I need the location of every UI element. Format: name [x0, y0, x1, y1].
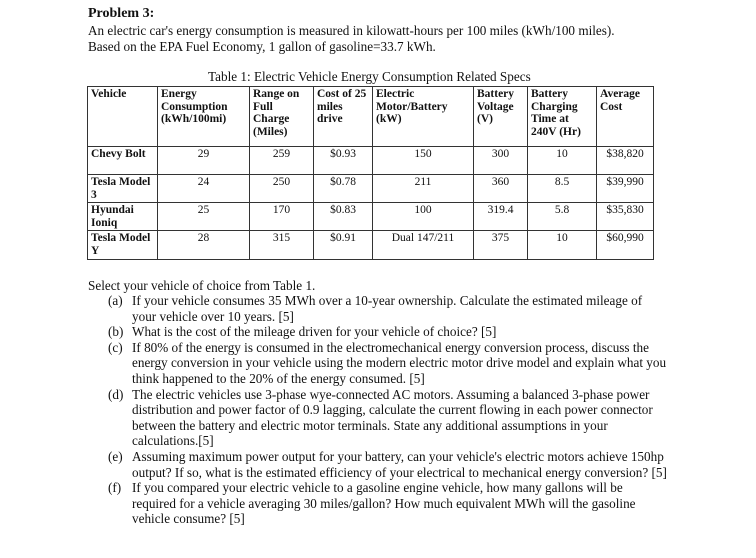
cell-range: 170 — [250, 203, 314, 231]
question-label: (d) — [108, 386, 124, 402]
header-average-cost: Average Cost — [597, 87, 654, 147]
header-energy-consumption: Energy Consumption (kWh/100mi) — [158, 87, 250, 147]
question-label: (f) — [108, 480, 122, 496]
header-cost-25mi: Cost of 25 miles drive — [314, 87, 373, 147]
cell-cost: $0.78 — [314, 175, 373, 203]
cell-charging: 10 — [528, 147, 597, 175]
question-label: (b) — [108, 324, 124, 340]
question-c — [108, 340, 668, 387]
intro-line-1: An electric car's energy consumption is measured in kilowatt-hours per 100 miles (kWh/100 miles). — [88, 23, 615, 38]
question-text: If 80% of the energy is consumed in the electromechanical energy conversion process, discuss the energy conversion in your vehicle using the modern electric motor drive model and explain what you think happened to the 20% of the energy consumed. [5] — [132, 339, 667, 386]
question-label: (e) — [108, 448, 123, 464]
question-label: (a) — [108, 293, 123, 308]
cell-motor: 100 — [373, 203, 474, 231]
cell-cost: $0.91 — [314, 231, 373, 259]
cell-energy: 24 — [158, 175, 250, 203]
cell-motor: 150 — [373, 147, 474, 175]
cell-price: $38,820 — [597, 147, 654, 175]
question-f — [108, 480, 668, 527]
cell-price: $35,830 — [597, 203, 654, 231]
question-b — [108, 324, 668, 340]
problem-intro — [88, 23, 728, 55]
question-label: (c) — [108, 339, 123, 355]
table-caption: Table 1: Electric Vehicle Energy Consumption Related Specs — [208, 69, 531, 84]
header-battery-voltage: Battery Voltage (V) — [474, 87, 528, 147]
cell-voltage: 360 — [474, 175, 528, 203]
cell-vehicle: Tesla Model 3 — [88, 175, 158, 203]
cell-motor: 211 — [373, 175, 474, 203]
cell-range: 250 — [250, 175, 314, 203]
cell-charging: 8.5 — [528, 175, 597, 203]
cell-vehicle: Tesla Model Y — [88, 231, 158, 259]
cell-energy: 25 — [158, 203, 250, 231]
question-text: If you compared your electric vehicle to a gasoline engine vehicle, how many gallons will be required for a vehicle averaging 30 miles/gallon? How much equivalent MWh will the gasoline vehicle consume? [5] — [132, 480, 636, 527]
cell-energy: 29 — [158, 147, 250, 175]
cell-charging: 5.8 — [528, 203, 597, 231]
cell-price: $60,990 — [597, 231, 654, 259]
question-text: What is the cost of the mileage driven for your vehicle of choice? [5] — [132, 324, 497, 340]
cell-motor: Dual 147/211 — [373, 231, 474, 259]
table-row — [88, 203, 654, 231]
table-row — [88, 147, 654, 175]
cell-vehicle: Chevy Bolt — [88, 147, 158, 175]
problem-title: Problem 3: — [88, 6, 155, 21]
question-text: If your vehicle consumes 35 MWh over a 10-year ownership. Calculate the estimated mileage of your vehicle over 10 years. [5] — [132, 293, 643, 324]
cell-cost: $0.83 — [314, 203, 373, 231]
cell-voltage: 375 — [474, 231, 528, 259]
question-text: The electric vehicles use 3-phase wye-connected AC motors. Assuming a balanced 3-phase power distribution and power factor of 0.9 lagging, calculate the current flowing in each power connector between the battery and electric motor terminals. State any additional assumptions in your calculations.[5] — [132, 386, 653, 449]
header-vehicle: Vehicle — [88, 87, 158, 147]
cell-range: 315 — [250, 231, 314, 259]
cell-cost: $0.93 — [314, 147, 373, 175]
cell-vehicle: Hyundai Ioniq — [88, 203, 158, 231]
cell-energy: 28 — [158, 231, 250, 259]
table-row — [88, 231, 654, 259]
specs-table — [87, 86, 654, 260]
question-list — [108, 293, 668, 527]
question-d — [108, 387, 668, 449]
cell-voltage: 319.4 — [474, 203, 528, 231]
header-motor-battery: Electric Motor/Battery (kW) — [373, 87, 474, 147]
table-row — [88, 175, 654, 203]
cell-price: $39,990 — [597, 175, 654, 203]
cell-voltage: 300 — [474, 147, 528, 175]
cell-charging: 10 — [528, 231, 597, 259]
question-a — [108, 293, 668, 324]
question-e — [108, 449, 668, 480]
select-instruction: Select your vehicle of choice from Table 1. — [88, 278, 316, 293]
header-range: Range on Full Charge (Miles) — [250, 87, 314, 147]
table-header-row — [88, 87, 654, 147]
intro-line-2: Based on the EPA Fuel Economy, 1 gallon of gasoline=33.7 kWh. — [88, 39, 436, 54]
header-charging-time: Battery Charging Time at 240V (Hr) — [528, 87, 597, 147]
question-text: Assuming maximum power output for your battery, can your vehicle's electric motors achieve 150hp output? If so, what is the estimated efficiency of your electrical to mechanical energy conversion? [5] — [132, 448, 667, 480]
cell-range: 259 — [250, 147, 314, 175]
